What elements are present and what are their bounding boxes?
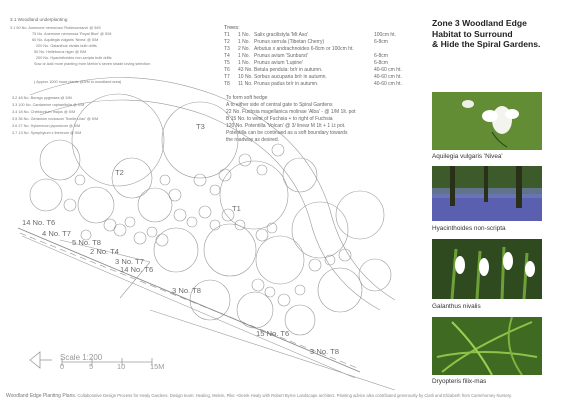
fern-photo-icon — [432, 317, 542, 375]
footer-title: Woodland Edge Planting Plans. — [6, 393, 77, 399]
tree-name: Prunus padus br/r in autumn. — [254, 81, 319, 87]
bluebell-woodland-photo-icon — [432, 166, 542, 221]
photo-caption: Dryopteris filix-mas — [432, 378, 487, 385]
tree-code: T5 — [224, 60, 230, 66]
trees-title: Trees: — [224, 25, 240, 31]
plan-label: 2 No. T4 — [90, 247, 119, 256]
tree-qty: 43 No. — [238, 67, 253, 73]
tree-code: T7 — [224, 74, 230, 80]
boundary-line — [150, 310, 395, 390]
tree-qty: 1 No. — [238, 32, 250, 38]
scale-tick-label: 0 — [60, 362, 65, 371]
tree-code: T6 — [224, 67, 230, 73]
tree-name: Arbutus x andrachnoides 6-8cm or 100cm ht. — [254, 46, 354, 52]
tree-name: Sorbus aucuparia br/r in autumn. — [254, 74, 327, 80]
underplanting-line: 3.7 13 No. Symphytum x ibericum @ 5/M — [12, 131, 82, 135]
photo-caption: Galanthus nivalis — [432, 303, 481, 310]
plan-label: 5 No. T8 — [72, 238, 101, 247]
tree-qty: 1 No. — [238, 60, 250, 66]
underplanting-line: 3.4 18 No. Chelidonium majus @ 5/M — [12, 110, 76, 114]
hedge-note: To form soft hedge — [226, 95, 268, 101]
underplanting-line: ( Approx 1000 more plants @5/M to woodland area) — [34, 80, 122, 84]
underplanting-line: 3.5 36 No. Geranium nodosum 'Svelte Lilac' @ 5/M — [12, 117, 99, 121]
hedge-note: 22 No. Fuchsia magellanica molinae 'Alba' - @ 1/M 1lt. pot — [226, 109, 356, 115]
underplanting-line: 3.6 27 No. Hylomecon japonicum @ 5/M — [12, 124, 81, 128]
scale-title: Scale 1:200 — [60, 353, 103, 362]
tree-code: T3 — [224, 46, 230, 52]
scale-tick-label: 10 — [117, 362, 126, 371]
underplanting-line: Sow or Add more planting from Melvin's seven shade loving selection — [34, 62, 151, 66]
hedge-note: A to either side of central gate to Spiral Gardens — [226, 102, 333, 108]
plan-label: T2 — [115, 168, 124, 177]
photo-caption: Aquilegia vulgaris 'Nivea' — [432, 153, 503, 160]
plan-label: 15 No. T6 — [256, 329, 290, 338]
tree-name: Salix gracilistyla 'Mt Aso' — [254, 32, 309, 38]
hedge-note: Potentilla can be continued as a soft boundary towards — [226, 130, 348, 136]
underplanting-line: 3.2 48 No. Borago pygmaea @ 5/M — [12, 96, 72, 100]
tree-name: Prunus avium 'Lupine' — [254, 60, 303, 66]
tree-qty: 1 No. — [238, 39, 250, 45]
underplanting-line: 50 No. Helleborus niger @ 5/M — [34, 50, 87, 54]
plan-label: T1 — [232, 204, 241, 213]
tree-size: 6-8cm — [374, 53, 388, 59]
underplanting-line: 60 No. Aquilegia vulgaris 'Nivea' @ 5/M — [32, 38, 99, 42]
tree-code: T2 — [224, 39, 230, 45]
north-arrow-icon — [30, 352, 52, 368]
tree-qty: 11 No. — [238, 81, 253, 87]
tree-size: 6-8cm — [374, 60, 388, 66]
underplanting-line: 200 No. Galanthus nivalis bulb drifts — [36, 44, 97, 48]
scale-tick-label: 5 — [89, 362, 94, 371]
tree-size: 40-60 cm ht. — [374, 81, 402, 87]
footer-text: Collaborative Design Process for Healy Gardens. Design team: Healing, Melvin, Pike +Derek Healy with Robert Byrne Landscape architect. Planting advice also contributed generously by Ciarli and Elizabeth from Carnehorney Nursery. — [77, 393, 512, 398]
plan-label: 3 No. T8 — [310, 347, 339, 356]
aquilegia-photo-icon — [432, 92, 542, 150]
tree-size: 100cm ht. — [374, 32, 396, 38]
underplanting-line: 75 No. Anemone nemorosa 'Royal Blue' @ 5/M — [32, 32, 112, 36]
underplanting-line: 200 No. Hyacinthoides non-scripta bulb drifts — [36, 56, 112, 60]
tree-code: T1 — [224, 32, 230, 38]
hedge-note: 120 No. Potentilla 'Volcan' @ 3/ linear M 1lt + 1 Lt pot. — [226, 123, 346, 129]
tree-code: T4 — [224, 53, 230, 59]
zone-title-line: Zone 3 Woodland Edge — [432, 18, 527, 28]
zone-title — [432, 18, 557, 50]
underplanting-line: 3.1 50 No. Anemone nemorosa 'Robinsoniana' @ 5/M — [10, 26, 101, 30]
tree-qty: 1 No. — [238, 53, 250, 59]
tree-code: T8 — [224, 81, 230, 87]
tree-name: Prunus avium 'Sunburst' — [254, 53, 308, 59]
scale-tick-label: 15M — [150, 362, 165, 371]
snowdrop-photo-icon — [432, 239, 542, 299]
zone-title-line: Habitat to Surround — [432, 28, 513, 39]
plan-label: 4 No. T7 — [42, 229, 71, 238]
plan-label: 14 No. T6 — [120, 265, 154, 274]
hedge-note: the roadway as desired. — [226, 137, 280, 143]
tree-qty: 2 No. — [238, 46, 250, 52]
hedge-note: B 15 No. to west of Fuchsia + to right of Fuchsia — [226, 116, 333, 122]
tree-name: Prunus serrula (Tibetan Cherry) — [254, 39, 325, 45]
tree-size: 6-8cm — [374, 39, 388, 45]
tree-qty: 10 No. — [238, 74, 253, 80]
plan-label: 14 No. T6 — [22, 218, 56, 227]
underplanting-title: 3.1 Woodland underplanting — [10, 17, 68, 22]
tree-size: 40-60 cm ht. — [374, 67, 402, 73]
plan-label: T3 — [196, 122, 205, 131]
underplanting-line: 3.3 100 No. Cardamine raphanifolia @ 5/M — [12, 103, 85, 107]
zone-title-line: & Hide the Spiral Gardens. — [432, 39, 541, 49]
photo-caption: Hyacinthoides non-scripta — [432, 225, 506, 232]
tree-size: 40-60 cm ht. — [374, 74, 402, 80]
road-edge-line — [18, 228, 360, 372]
footer-credits — [6, 393, 512, 399]
tree-name: Betula pendula: br/r in autumn. — [254, 67, 323, 73]
plan-label: 3 No. T7 — [115, 257, 144, 266]
plan-label: 3 No. T8 — [172, 286, 201, 295]
